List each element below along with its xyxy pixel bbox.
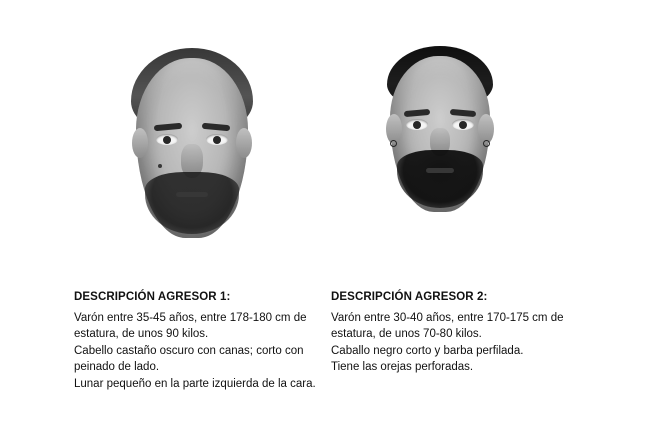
description-title-2: DESCRIPCIÓN AGRESOR 2: <box>331 291 488 303</box>
beard-icon <box>145 172 239 234</box>
description-line: Varón entre 30-40 años, entre 170-175 cm de <box>331 311 564 324</box>
description-line: Varón entre 35-45 años, entre 178-180 cm de <box>74 311 307 324</box>
eye-left-icon <box>156 134 178 145</box>
mole-mark <box>158 164 162 168</box>
face-sketch-2 <box>382 40 498 220</box>
description-title-1: DESCRIPCIÓN AGRESOR 1: <box>74 291 231 303</box>
description-line: Tiene las orejas perforadas. <box>331 361 474 373</box>
description-block-agresor-1 <box>74 289 324 392</box>
earring-right-icon <box>483 140 490 147</box>
beard-icon <box>397 150 483 208</box>
eye-right-icon <box>206 134 228 145</box>
portrait-agresor-1 <box>128 40 256 248</box>
description-line: peinado de lado. <box>74 361 160 373</box>
description-line: Cabello castaño oscuro con canas; corto con <box>74 344 304 357</box>
face-sketch-1 <box>128 40 256 248</box>
eye-left-icon <box>406 119 428 130</box>
ear-left-icon <box>132 128 148 158</box>
description-block-agresor-2 <box>331 289 581 376</box>
description-line: Caballo negro corto y barba perfilada. <box>331 344 524 357</box>
description-line: estatura, de unos 90 kilos. <box>74 328 209 340</box>
description-line: Lunar pequeño en la parte izquierda de la cara. <box>74 377 316 390</box>
description-line: estatura, de unos 70-80 kilos. <box>331 328 482 340</box>
mouth-icon <box>426 168 454 173</box>
portrait-agresor-2 <box>382 40 498 220</box>
ear-right-icon <box>236 128 252 158</box>
mouth-icon <box>176 192 208 197</box>
eye-right-icon <box>452 119 474 130</box>
earring-left-icon <box>390 140 397 147</box>
